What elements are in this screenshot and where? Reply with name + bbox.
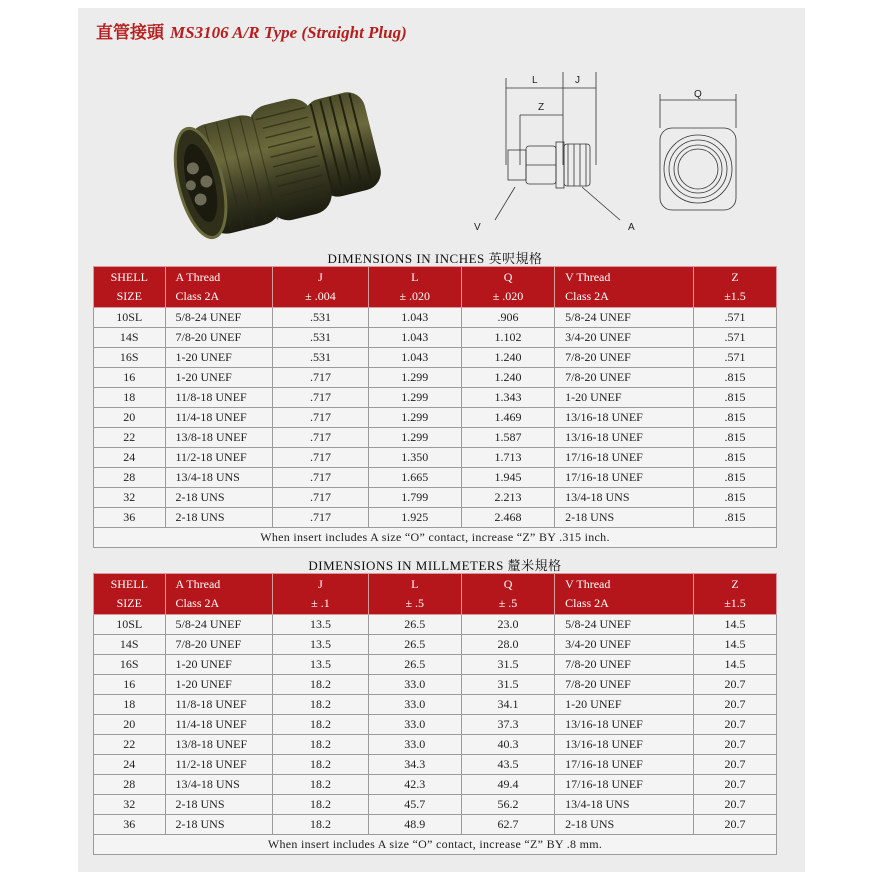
table-cell: 20.7 (694, 755, 777, 775)
millimeters-header-cell (273, 574, 368, 615)
table-cell: .815 (694, 508, 777, 528)
table-row (94, 388, 777, 408)
table-cell: 31.5 (461, 655, 554, 675)
table-cell: 36 (94, 508, 166, 528)
table-cell: 20.7 (694, 695, 777, 715)
table-cell: 3/4-20 UNEF (555, 635, 694, 655)
table-cell: 23.0 (461, 615, 554, 635)
table-cell: 1.350 (368, 448, 461, 468)
table-cell: 33.0 (368, 675, 461, 695)
table-cell: 28.0 (461, 635, 554, 655)
table-cell: 16S (94, 655, 166, 675)
table-cell: .815 (694, 468, 777, 488)
table-cell: 22 (94, 735, 166, 755)
table-cell: 2-18 UNS (165, 488, 273, 508)
table-cell: 1.102 (461, 328, 554, 348)
table-cell: 14S (94, 328, 166, 348)
header-line-2: Class 2A (565, 596, 609, 610)
table-cell: .815 (694, 428, 777, 448)
table-note-row (94, 528, 777, 548)
table-cell: 14.5 (694, 615, 777, 635)
table-cell: 5/8-24 UNEF (555, 308, 694, 328)
header-line-2: Class 2A (175, 596, 220, 610)
table-cell: 13.5 (273, 615, 368, 635)
table-cell: 56.2 (461, 795, 554, 815)
table-cell: 18 (94, 388, 166, 408)
table-cell: 5/8-24 UNEF (165, 615, 273, 635)
inches-section-title: DIMENSIONS IN INCHES 英呎規格 (327, 251, 543, 266)
table-cell: 20.7 (694, 675, 777, 695)
table-row (94, 348, 777, 368)
header-line-1: L (411, 577, 419, 591)
table-cell: 1-20 UNEF (165, 348, 273, 368)
table-cell: 28 (94, 468, 166, 488)
table-cell: 7/8-20 UNEF (165, 328, 273, 348)
table-cell: 13/8-18 UNEF (165, 428, 273, 448)
table-cell: 34.3 (368, 755, 461, 775)
header-line-2: Class 2A (175, 289, 220, 303)
table-cell: 3/4-20 UNEF (555, 328, 694, 348)
millimeters-table-body (94, 615, 777, 855)
table-cell: 11/4-18 UNEF (165, 408, 273, 428)
inches-table (93, 266, 777, 548)
table-cell: 49.4 (461, 775, 554, 795)
table-cell: 7/8-20 UNEF (555, 655, 694, 675)
header-line-2: ± .020 (492, 289, 524, 303)
table-cell: 18.2 (273, 795, 368, 815)
page-title (96, 18, 407, 43)
table-row (94, 468, 777, 488)
table-cell: 7/8-20 UNEF (555, 348, 694, 368)
table-row (94, 448, 777, 468)
table-cell: .815 (694, 408, 777, 428)
table-cell: .717 (273, 508, 368, 528)
table-cell: 18.2 (273, 755, 368, 775)
header-line-2: SIZE (116, 289, 142, 303)
table-cell: 31.5 (461, 675, 554, 695)
table-cell: .571 (694, 308, 777, 328)
table-cell: 28 (94, 775, 166, 795)
table-cell: .717 (273, 448, 368, 468)
table-row (94, 755, 777, 775)
table-cell: 14S (94, 635, 166, 655)
table-cell: 37.3 (461, 715, 554, 735)
title-chinese: 直管接頭 (96, 23, 164, 42)
header-line-1: L (411, 270, 419, 284)
table-cell: 20 (94, 715, 166, 735)
table-cell: 20.7 (694, 795, 777, 815)
table-row (94, 675, 777, 695)
table-cell: 2-18 UNS (165, 815, 273, 835)
millimeters-header-cell (694, 574, 777, 615)
millimeters-header-cell (555, 574, 694, 615)
table-cell: 13.5 (273, 635, 368, 655)
table-cell: 13/4-18 UNS (555, 795, 694, 815)
table-cell: 20 (94, 408, 166, 428)
header-line-2: SIZE (116, 596, 142, 610)
header-line-2: ± .1 (311, 596, 330, 610)
table-cell: 13/16-18 UNEF (555, 735, 694, 755)
table-cell: 42.3 (368, 775, 461, 795)
table-cell: 1-20 UNEF (165, 655, 273, 675)
table-cell: 1.299 (368, 388, 461, 408)
millimeters-table (93, 573, 777, 855)
diagram-label-z: Z (538, 102, 545, 113)
table-cell: 1.799 (368, 488, 461, 508)
table-row (94, 735, 777, 755)
table-cell: 1-20 UNEF (555, 695, 694, 715)
table-cell: 24 (94, 755, 166, 775)
table-cell: 18 (94, 695, 166, 715)
table-cell: 18.2 (273, 695, 368, 715)
table-cell: 40.3 (461, 735, 554, 755)
table-row (94, 635, 777, 655)
header-line-1: V Thread (565, 577, 611, 591)
millimeters-header-cell (461, 574, 554, 615)
millimeters-note: When insert includes A size “O” contact, increase “Z” BY .8 mm. (94, 835, 777, 855)
table-cell: 1.299 (368, 428, 461, 448)
table-cell: 18.2 (273, 715, 368, 735)
inches-header-cell (555, 267, 694, 308)
millimeters-header-cell (368, 574, 461, 615)
table-cell: 33.0 (368, 735, 461, 755)
table-cell: 20.7 (694, 735, 777, 755)
header-line-1: Q (503, 270, 513, 284)
table-cell: 1.587 (461, 428, 554, 448)
inches-header-cell (368, 267, 461, 308)
table-row (94, 615, 777, 635)
table-cell: 14.5 (694, 635, 777, 655)
table-cell: 11/2-18 UNEF (165, 448, 273, 468)
table-cell: 13/8-18 UNEF (165, 735, 273, 755)
inches-header-cell (273, 267, 368, 308)
inches-note: When insert includes A size “O” contact, increase “Z” BY .315 inch. (94, 528, 777, 548)
table-cell: 1.469 (461, 408, 554, 428)
table-row (94, 795, 777, 815)
inches-header-cell (165, 267, 273, 308)
table-cell: .815 (694, 488, 777, 508)
header-line-1: J (318, 270, 323, 284)
table-cell: .815 (694, 448, 777, 468)
table-cell: 1-20 UNEF (165, 368, 273, 388)
table-cell: 2.468 (461, 508, 554, 528)
table-cell: 1.299 (368, 408, 461, 428)
millimeters-header-cell (165, 574, 273, 615)
table-cell: 7/8-20 UNEF (555, 675, 694, 695)
table-cell: 1.925 (368, 508, 461, 528)
table-cell: 1.240 (461, 348, 554, 368)
table-cell: 45.7 (368, 795, 461, 815)
table-cell: 32 (94, 795, 166, 815)
table-cell: 32 (94, 488, 166, 508)
table-cell: 20.7 (694, 775, 777, 795)
table-cell: 1.043 (368, 328, 461, 348)
diagram-label-v: V (474, 222, 481, 233)
table-cell: 1.343 (461, 388, 554, 408)
table-cell: 13/4-18 UNS (165, 468, 273, 488)
table-cell: .571 (694, 328, 777, 348)
table-cell: 2-18 UNS (555, 815, 694, 835)
header-line-1: SHELL (110, 577, 148, 591)
table-cell: 11/4-18 UNEF (165, 715, 273, 735)
diagram-label-j: J (575, 75, 580, 86)
table-cell: 36 (94, 815, 166, 835)
table-cell: 13/16-18 UNEF (555, 715, 694, 735)
header-line-1: Z (731, 577, 739, 591)
table-cell: 26.5 (368, 655, 461, 675)
table-cell: 1.240 (461, 368, 554, 388)
table-cell: 18.2 (273, 775, 368, 795)
table-cell: 43.5 (461, 755, 554, 775)
header-line-1: J (318, 577, 323, 591)
table-cell: 7/8-20 UNEF (165, 635, 273, 655)
table-row (94, 428, 777, 448)
table-note-row (94, 835, 777, 855)
diagram-label-a: A (628, 222, 635, 233)
table-row (94, 815, 777, 835)
inches-table-body (94, 308, 777, 548)
table-cell: 1.945 (461, 468, 554, 488)
table-cell: 18.2 (273, 815, 368, 835)
table-cell: 1.043 (368, 308, 461, 328)
table-row (94, 308, 777, 328)
table-cell: .531 (273, 348, 368, 368)
table-cell: .815 (694, 388, 777, 408)
table-cell: 2-18 UNS (555, 508, 694, 528)
table-cell: 1.043 (368, 348, 461, 368)
table-row (94, 695, 777, 715)
header-line-2: ± .004 (305, 289, 336, 303)
table-cell: 17/16-18 UNEF (555, 755, 694, 775)
table-cell: 18.2 (273, 735, 368, 755)
header-line-1: Z (731, 270, 739, 284)
header-line-2: ± .020 (399, 289, 431, 303)
table-cell: 26.5 (368, 635, 461, 655)
table-cell: 17/16-18 UNEF (555, 448, 694, 468)
table-cell: .717 (273, 388, 368, 408)
table-cell: 14.5 (694, 655, 777, 675)
header-line-1: A Thread (175, 577, 221, 591)
millimeters-table-header (94, 574, 777, 615)
header-line-2: ±1.5 (724, 596, 746, 610)
table-cell: 1.665 (368, 468, 461, 488)
table-cell: 5/8-24 UNEF (555, 615, 694, 635)
table-cell: 1.713 (461, 448, 554, 468)
connector-photo (165, 86, 390, 248)
header-line-2: Class 2A (565, 289, 609, 303)
header-line-1: V Thread (565, 270, 611, 284)
table-cell: 33.0 (368, 695, 461, 715)
table-cell: 62.7 (461, 815, 554, 835)
inches-header-cell (694, 267, 777, 308)
table-cell: 10SL (94, 615, 166, 635)
table-cell: 16 (94, 368, 166, 388)
inches-header-cell (94, 267, 166, 308)
table-cell: .717 (273, 408, 368, 428)
table-cell: 1-20 UNEF (555, 388, 694, 408)
end-view-diagram (648, 88, 748, 218)
millimeters-header-cell (94, 574, 166, 615)
table-cell: .571 (694, 348, 777, 368)
table-cell: .531 (273, 328, 368, 348)
table-cell: 7/8-20 UNEF (555, 368, 694, 388)
header-line-1: A Thread (175, 270, 221, 284)
table-cell: 34.1 (461, 695, 554, 715)
table-cell: 1-20 UNEF (165, 675, 273, 695)
table-cell: 13/16-18 UNEF (555, 408, 694, 428)
table-row (94, 408, 777, 428)
table-cell: 26.5 (368, 615, 461, 635)
table-row (94, 775, 777, 795)
header-line-1: Q (503, 577, 513, 591)
table-cell: .717 (273, 428, 368, 448)
table-cell: 13/4-18 UNS (555, 488, 694, 508)
table-cell: 1.299 (368, 368, 461, 388)
table-cell: 18.2 (273, 675, 368, 695)
header-line-1: SHELL (110, 270, 148, 284)
table-cell: 22 (94, 428, 166, 448)
header-line-2: ± .5 (405, 596, 425, 610)
table-cell: 11/8-18 UNEF (165, 388, 273, 408)
table-cell: .717 (273, 368, 368, 388)
table-cell: .531 (273, 308, 368, 328)
table-row (94, 368, 777, 388)
millimeters-section-title: DIMENSIONS IN MILLMETERS 釐米規格 (308, 558, 562, 573)
table-row (94, 655, 777, 675)
table-cell: 20.7 (694, 815, 777, 835)
table-cell: 2-18 UNS (165, 508, 273, 528)
table-cell: 48.9 (368, 815, 461, 835)
diagram-label-q: Q (694, 89, 702, 100)
table-cell: .815 (694, 368, 777, 388)
diagram-label-l: L (532, 75, 538, 86)
title-english: MS3106 A/R Type (Straight Plug) (170, 23, 407, 42)
table-cell: 33.0 (368, 715, 461, 735)
table-cell: 13/16-18 UNEF (555, 428, 694, 448)
table-cell: 17/16-18 UNEF (555, 468, 694, 488)
header-line-2: ± .5 (498, 596, 518, 610)
table-row (94, 508, 777, 528)
table-cell: 24 (94, 448, 166, 468)
table-row (94, 488, 777, 508)
table-cell: 5/8-24 UNEF (165, 308, 273, 328)
side-view-diagram (470, 70, 645, 245)
table-cell: 2-18 UNS (165, 795, 273, 815)
table-cell: 16S (94, 348, 166, 368)
table-cell: 10SL (94, 308, 166, 328)
header-line-2: ±1.5 (724, 289, 746, 303)
inches-header-cell (461, 267, 554, 308)
table-cell: .906 (461, 308, 554, 328)
table-cell: 17/16-18 UNEF (555, 775, 694, 795)
table-cell: 11/2-18 UNEF (165, 755, 273, 775)
inches-table-header (94, 267, 777, 308)
table-cell: .717 (273, 488, 368, 508)
table-row (94, 715, 777, 735)
table-cell: 20.7 (694, 715, 777, 735)
table-cell: 2.213 (461, 488, 554, 508)
table-cell: 16 (94, 675, 166, 695)
table-cell: .717 (273, 468, 368, 488)
table-cell: 13.5 (273, 655, 368, 675)
table-cell: 13/4-18 UNS (165, 775, 273, 795)
table-cell: 11/8-18 UNEF (165, 695, 273, 715)
table-row (94, 328, 777, 348)
